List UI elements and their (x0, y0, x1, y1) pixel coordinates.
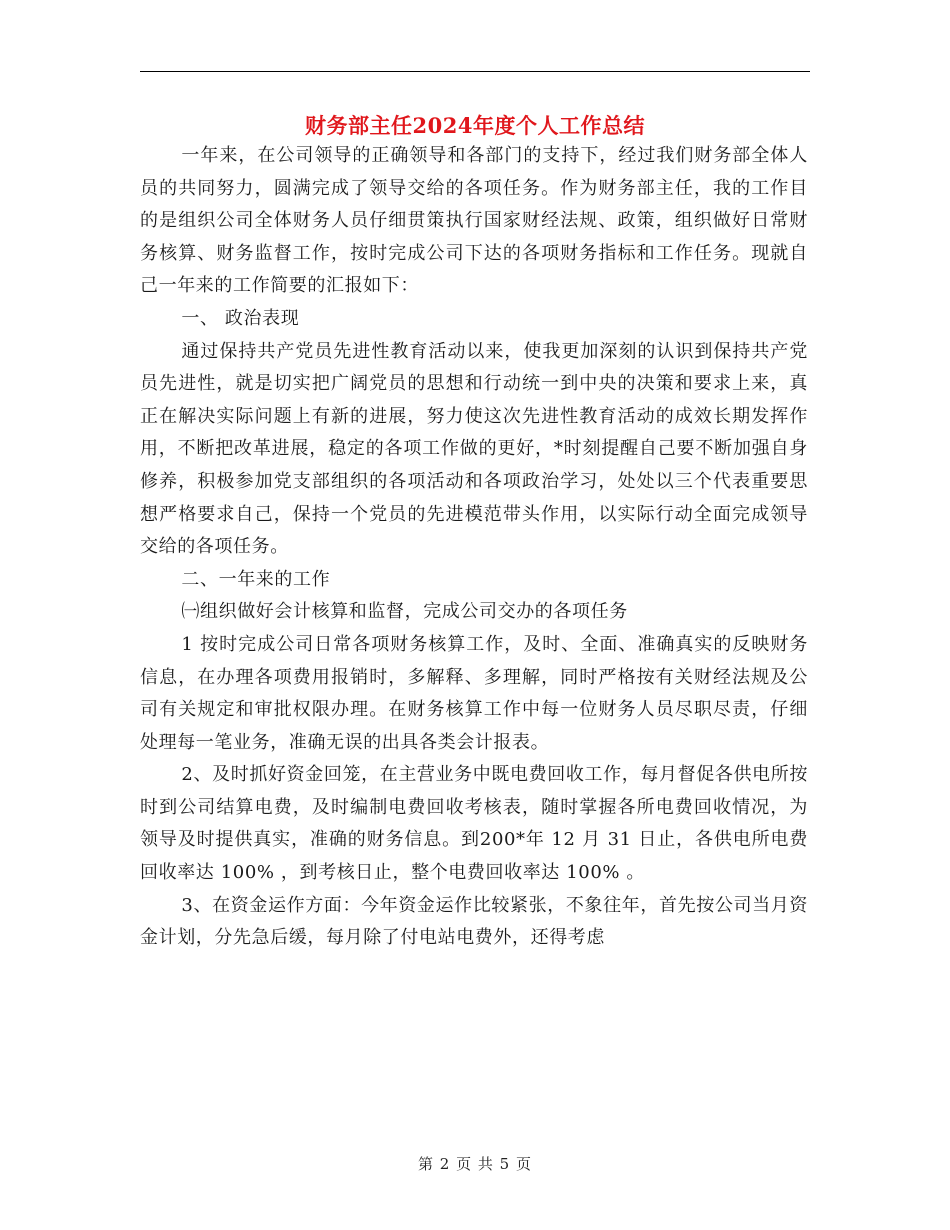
paragraph-item-1: 1 按时完成公司日常各项财务核算工作，及时、全面、准确真实的反映财务信息，在办理各项费用报销时，多解释、多理解，同时严格按有关财经法规及公司有关规定和审批权限办理。在财务核算工作中每一位财务人员尽职尽责，仔细处理每一笔业务，准确无误的出具各类会计报表。 (140, 633, 808, 753)
paragraph-item-2: 2、及时抓好资金回笼，在主营业务中既电费回收工作，每月督促各供电所按时到公司结算电费，及时编制电费回收考核表，随时掌握各所电费回收情况，为领导及时提供真实，准确的财务信息。到200*年 12 月 31 日止，各供电所电费回收率达 100% ，到考核日止，整个电费回收率达 100% 。 (140, 764, 808, 884)
subsection-heading-accounting: ㈠组织做好会计核算和监督，完成公司交办的各项任务 (181, 601, 628, 623)
document-title: 财务部主任2024年度个人工作总结 (305, 113, 645, 138)
section-heading-work: 二、一年来的工作 (181, 568, 331, 590)
section-heading-politics: 一、 政治表现 (181, 307, 300, 329)
page-footer: 第 2 页 共 5 页 (418, 1155, 532, 1173)
paragraph-politics: 通过保持共产党员先进性教育活动以来，使我更加深刻的认识到保持共产党员先进性，就是切实把广阔党员的思想和行动统一到中央的决策和要求上来，真正在解决实际问题上有新的进展，努力使这次先进性教育活动的成效长期发挥作用，不断把改革进展，稳定的各项工作做的更好，*时刻提醒自己要不断加强自身修养，积极参加党支部组织的各项活动和各项政治学习，处处以三个代表重要思想严格要求自己，保持一个党员的先进模范带头作用，以实际行动全面完成领导交给的各项任务。 (140, 340, 808, 558)
paragraph-item-3: 3、在资金运作方面：今年资金运作比较紧张，不象往年，首先按公司当月资金计划，分先急后缓，每月除了付电站电费外，还得考虑 (140, 894, 808, 949)
header-rule (140, 71, 810, 72)
paragraph-intro: 一年来，在公司领导的正确领导和各部门的支持下，经过我们财务部全体人员的共同努力，圆满完成了领导交给的各项任务。作为财务部主任，我的工作目的是组织公司全体财务人员仔细贯策执行国家财经法规、政策，组织做好日常财务核算、财务监督工作，按时完成公司下达的各项财务指标和工作任务。现就自己一年来的工作简要的汇报如下： (140, 145, 808, 297)
document-body (140, 140, 808, 955)
